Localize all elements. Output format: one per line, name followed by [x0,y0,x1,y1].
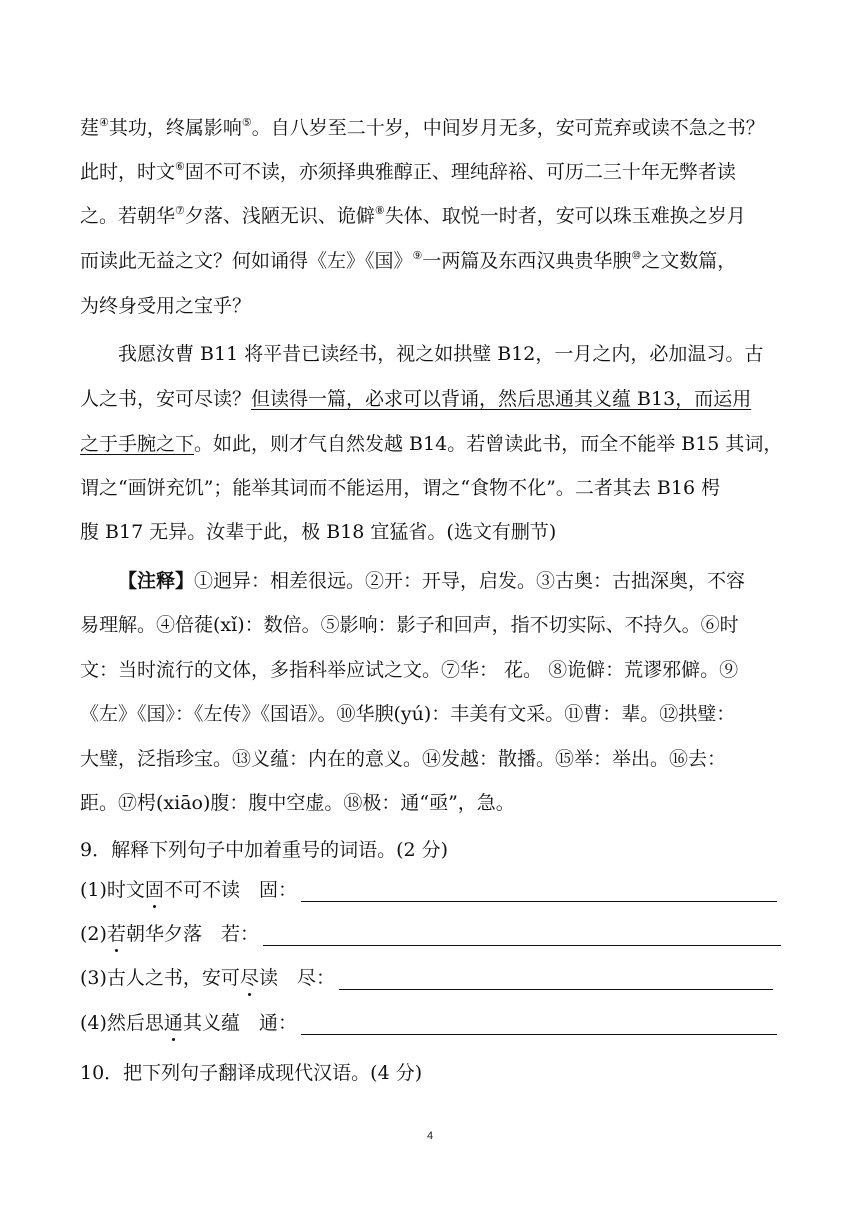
question-9-item-1: (1)时文 固 不可不读 固： [80,878,777,902]
passage-line: 谓之“画饼充饥”；能举其词而不能运用，谓之“食物不化”。二者其去 B16 枵 [80,477,721,499]
notes-line: 大璧，泛指珍宝。⑬义蕴：内在的意义。⑭发越：散播。⑮举：举出。⑯去： [80,748,727,770]
passage-line: 莛④其功，终属影响⑤。自八岁至二十岁，中间岁月无多，安可荒弃或读不急之书？ [80,116,765,139]
passage-line: 我愿汝曹 B11 将平昔已读经书，视之如拱璧 B12，一月之内，必加温习。古 [118,343,764,365]
answer-blank[interactable] [301,881,777,902]
question-9-item-4: (4)然后思 通 其义蕴 通： [80,1011,777,1035]
passage-line: 之。若朝华⑦夕落、浅陋无识、诡僻⑧失体、取悦一时者，安可以珠玉难换之岁月 [80,204,746,227]
page-number: 4 [426,1130,434,1142]
notes-label: 【注释】 [118,570,195,592]
passage-line: 腹 B17 无异。汝辈于此，极 B18 宜猛省。(选文有删节) [80,521,557,543]
answer-blank[interactable] [263,925,781,946]
question-9-item-3: (3)古人之书，安可 尽 读 尽： [80,966,773,990]
notes-line: 文：当时流行的文体，多指科举应试之文。⑦华： 花。 ⑧诡僻：荒谬邪僻。⑨ [80,659,739,681]
answer-blank[interactable] [339,969,773,990]
question-9-title: 9．解释下列句子中加着重号的词语。(2 分) [80,839,449,861]
passage-line: 之于手腕之下。如此，则才气自然发越 B14。若曾读此书，而全不能举 B15 其词， [80,433,783,455]
notes-line: 《左》《国》：《左传》《国语》。⑩华腴(yú)：丰美有文采。⑪曹：辈。⑫拱璧： [80,703,736,725]
notes-line: 易理解。④倍蓰(xǐ)：数倍。⑤影响：影子和回声，指不切实际、不持久。⑥时 [80,614,739,636]
passage-line: 此时，时文⑥固不可不读，亦须择典雅醇正、理纯辞裕、可历二三十年无弊者读 [80,160,736,183]
answer-blank[interactable] [301,1014,777,1035]
question-9-item-2: (2) 若 朝华夕落 若： [80,922,781,946]
notes-line: 距。⑰枵(xiāo)腹：腹中空虚。⑱极：通“亟”，急。 [80,792,515,814]
passage-line: 人之书，安可尽读？但读得一篇，必求可以背诵，然后思通其义蕴 B13，而运用 [80,388,752,410]
passage-line: 而读此无益之文？何如诵得《左》《国》⑨一两篇及东西汉典贵华腴⑩之文数篇， [80,249,737,272]
question-10-title: 10．把下列句子翻译成现代汉语。(4 分) [80,1062,423,1084]
notes-line: 【注释】①迥异：相差很远。②开：开导，启发。③古奥：古拙深奥，不容 [118,570,746,592]
passage-line: 为终身受用之宝乎？ [80,295,252,317]
underlined-sentence: 之于手腕之下 [80,433,195,455]
underlined-sentence: 但读得一篇，必求可以背诵，然后思通其义蕴 B13，而运用 [251,388,752,410]
